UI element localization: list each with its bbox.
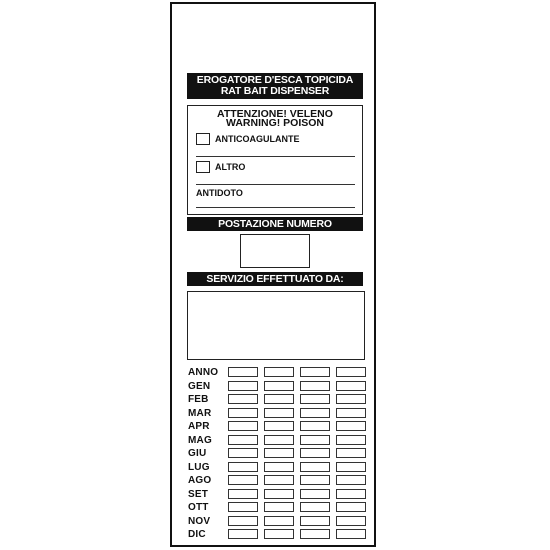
log-cell[interactable] [264, 381, 294, 391]
grid-row-gen [188, 380, 368, 394]
month-label: MAR [188, 407, 212, 419]
service-by-banner: SERVIZIO EFFETTUATO DA: [187, 272, 363, 286]
log-cell[interactable] [228, 408, 258, 418]
month-label: GEN [188, 380, 211, 392]
log-cell[interactable] [228, 516, 258, 526]
log-cell[interactable] [300, 529, 330, 539]
log-cell[interactable] [264, 408, 294, 418]
log-cell[interactable] [336, 435, 366, 445]
log-cell[interactable] [336, 489, 366, 499]
log-cell[interactable] [300, 475, 330, 485]
log-cell[interactable] [264, 435, 294, 445]
month-label: APR [188, 421, 210, 432]
grid-row-mar [188, 407, 368, 421]
log-cell[interactable] [264, 529, 294, 539]
month-label: OTT [188, 502, 209, 513]
log-cell[interactable] [228, 502, 258, 512]
anticoagulant-option[interactable] [196, 133, 300, 145]
title-banner [187, 73, 363, 99]
log-cell[interactable] [300, 381, 330, 391]
log-cell[interactable] [300, 421, 330, 431]
log-cell[interactable] [228, 489, 258, 499]
log-cell[interactable] [336, 381, 366, 391]
title-line-english: RAT BAIT DISPENSER [220, 85, 330, 97]
grid-row-feb [188, 393, 368, 407]
log-cell[interactable] [264, 367, 294, 377]
log-cell[interactable] [264, 462, 294, 472]
log-cell[interactable] [228, 462, 258, 472]
warning-italian: ATTENZIONE! VELENO [217, 108, 333, 120]
service-log-grid [188, 366, 368, 542]
log-cell[interactable] [336, 408, 366, 418]
log-cell[interactable] [264, 421, 294, 431]
log-cell[interactable] [228, 435, 258, 445]
log-cell[interactable] [300, 516, 330, 526]
grid-row-apr [188, 420, 368, 434]
grid-row-mag [188, 434, 368, 448]
grid-row-ago [188, 474, 368, 488]
month-label: DIC [188, 529, 206, 540]
log-cell[interactable] [336, 367, 366, 377]
month-label: FEB [188, 394, 209, 405]
log-cell[interactable] [264, 516, 294, 526]
log-cell[interactable] [300, 435, 330, 445]
log-cell[interactable] [264, 448, 294, 458]
service-by-field[interactable] [187, 291, 365, 360]
log-cell[interactable] [336, 394, 366, 404]
log-cell[interactable] [336, 502, 366, 512]
month-label: AGO [188, 475, 212, 486]
log-cell[interactable] [228, 367, 258, 377]
log-cell[interactable] [264, 394, 294, 404]
month-label: ANNO [188, 367, 219, 378]
station-number-banner: POSTAZIONE NUMERO [187, 217, 363, 231]
grid-row-ott [188, 501, 368, 515]
log-cell[interactable] [300, 367, 330, 377]
log-cell[interactable] [228, 475, 258, 485]
month-label: NOV [188, 515, 211, 527]
other-label: ALTRO [215, 162, 246, 172]
divider-line [196, 156, 355, 157]
log-cell[interactable] [264, 489, 294, 499]
month-label: GIU [188, 448, 207, 459]
other-checkbox[interactable] [196, 161, 210, 173]
log-cell[interactable] [264, 475, 294, 485]
grid-row-nov [188, 515, 368, 529]
month-label: MAG [188, 434, 212, 446]
log-cell[interactable] [336, 516, 366, 526]
anticoagulant-checkbox[interactable] [196, 133, 210, 145]
log-cell[interactable] [300, 448, 330, 458]
log-cell[interactable] [300, 489, 330, 499]
log-cell[interactable] [300, 394, 330, 404]
other-option[interactable] [196, 161, 245, 173]
month-label: SET [188, 488, 209, 500]
month-label: LUG [188, 461, 210, 473]
log-cell[interactable] [336, 462, 366, 472]
log-cell[interactable] [228, 381, 258, 391]
anticoagulant-label: ANTICOAGULANTE [215, 134, 300, 144]
grid-row-lug [188, 461, 368, 475]
bait-station-label [170, 2, 376, 547]
log-cell[interactable] [228, 448, 258, 458]
log-cell[interactable] [300, 502, 330, 512]
title-line-italian: EROGATORE D'ESCA TOPICIDA [196, 74, 354, 86]
log-cell[interactable] [336, 448, 366, 458]
log-cell[interactable] [300, 462, 330, 472]
station-number-field[interactable] [240, 234, 310, 268]
log-cell[interactable] [228, 394, 258, 404]
log-cell[interactable] [300, 408, 330, 418]
warning-english: WARNING! POISON [225, 117, 324, 129]
log-cell[interactable] [336, 529, 366, 539]
log-cell[interactable] [228, 529, 258, 539]
grid-row-set [188, 488, 368, 502]
log-cell[interactable] [228, 421, 258, 431]
poison-warning-box [187, 105, 363, 215]
log-cell[interactable] [336, 475, 366, 485]
grid-row-giu [188, 447, 368, 461]
grid-row-anno [188, 366, 368, 380]
log-cell[interactable] [264, 502, 294, 512]
grid-row-dic [188, 528, 368, 542]
divider-line [196, 184, 355, 185]
antidote-label: ANTIDOTO [196, 188, 243, 198]
log-cell[interactable] [336, 421, 366, 431]
antidote-write-line[interactable] [196, 207, 355, 208]
